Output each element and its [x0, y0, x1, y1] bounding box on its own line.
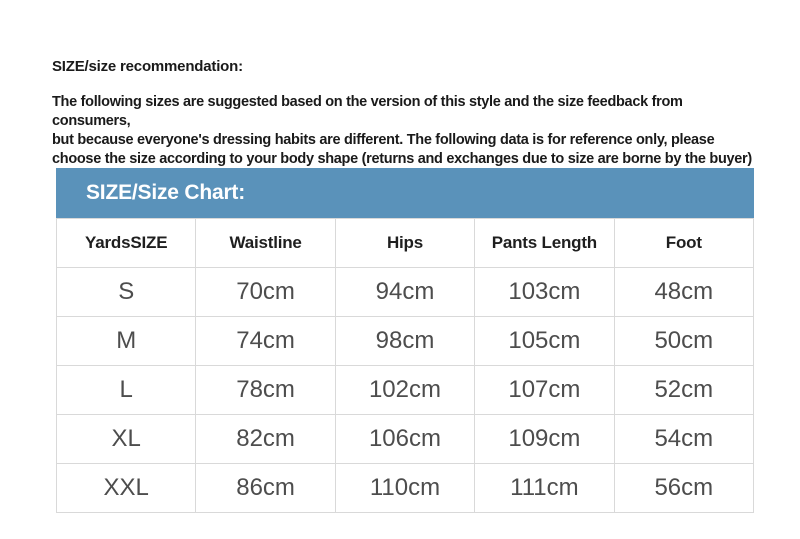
table-row — [57, 366, 754, 415]
column-header: YardsSIZE — [57, 219, 196, 268]
table-row — [57, 268, 754, 317]
size-table-body — [57, 268, 754, 513]
measurement-cell: 54cm — [614, 415, 753, 464]
measurement-cell: 110cm — [335, 464, 474, 513]
measurement-cell: 105cm — [475, 317, 614, 366]
measurement-cell: 70cm — [196, 268, 335, 317]
measurement-cell: 48cm — [614, 268, 753, 317]
measurement-cell: 111cm — [475, 464, 614, 513]
measurement-cell: 98cm — [335, 317, 474, 366]
measurement-cell: 74cm — [196, 317, 335, 366]
table-row — [57, 317, 754, 366]
size-label-cell: L — [57, 366, 196, 415]
size-label-cell: XXL — [57, 464, 196, 513]
recommendation-text-line: but because everyone's dressing habits are different. The following data is for reference only, please — [52, 132, 715, 148]
recommendation-text-line: The following sizes are suggested based on the version of this style and the size feedback from consumers, — [52, 94, 683, 129]
measurement-cell: 106cm — [335, 415, 474, 464]
size-table-head-row — [57, 219, 754, 268]
size-label-cell: S — [57, 268, 196, 317]
measurement-cell: 86cm — [196, 464, 335, 513]
measurement-cell: 109cm — [475, 415, 614, 464]
measurement-cell: 103cm — [475, 268, 614, 317]
size-recommendation-heading: SIZE/size recommendation: — [52, 58, 243, 75]
size-recommendation-text — [52, 93, 762, 169]
measurement-cell: 94cm — [335, 268, 474, 317]
column-header: Foot — [614, 219, 753, 268]
measurement-cell: 107cm — [475, 366, 614, 415]
measurement-cell: 82cm — [196, 415, 335, 464]
size-chart-table — [56, 218, 754, 513]
size-label-cell: XL — [57, 415, 196, 464]
table-row — [57, 415, 754, 464]
recommendation-text-line: choose the size according to your body shape (returns and exchanges due to size are borne by the buyer) — [52, 151, 752, 167]
column-header: Hips — [335, 219, 474, 268]
size-table-head — [57, 219, 754, 268]
size-chart-title: SIZE/Size Chart: — [86, 181, 245, 204]
measurement-cell: 52cm — [614, 366, 753, 415]
measurement-cell: 50cm — [614, 317, 753, 366]
column-header: Pants Length — [475, 219, 614, 268]
measurement-cell: 56cm — [614, 464, 753, 513]
measurement-cell: 78cm — [196, 366, 335, 415]
table-row — [57, 464, 754, 513]
column-header: Waistline — [196, 219, 335, 268]
size-chart-banner — [56, 168, 754, 218]
measurement-cell: 102cm — [335, 366, 474, 415]
size-label-cell: M — [57, 317, 196, 366]
